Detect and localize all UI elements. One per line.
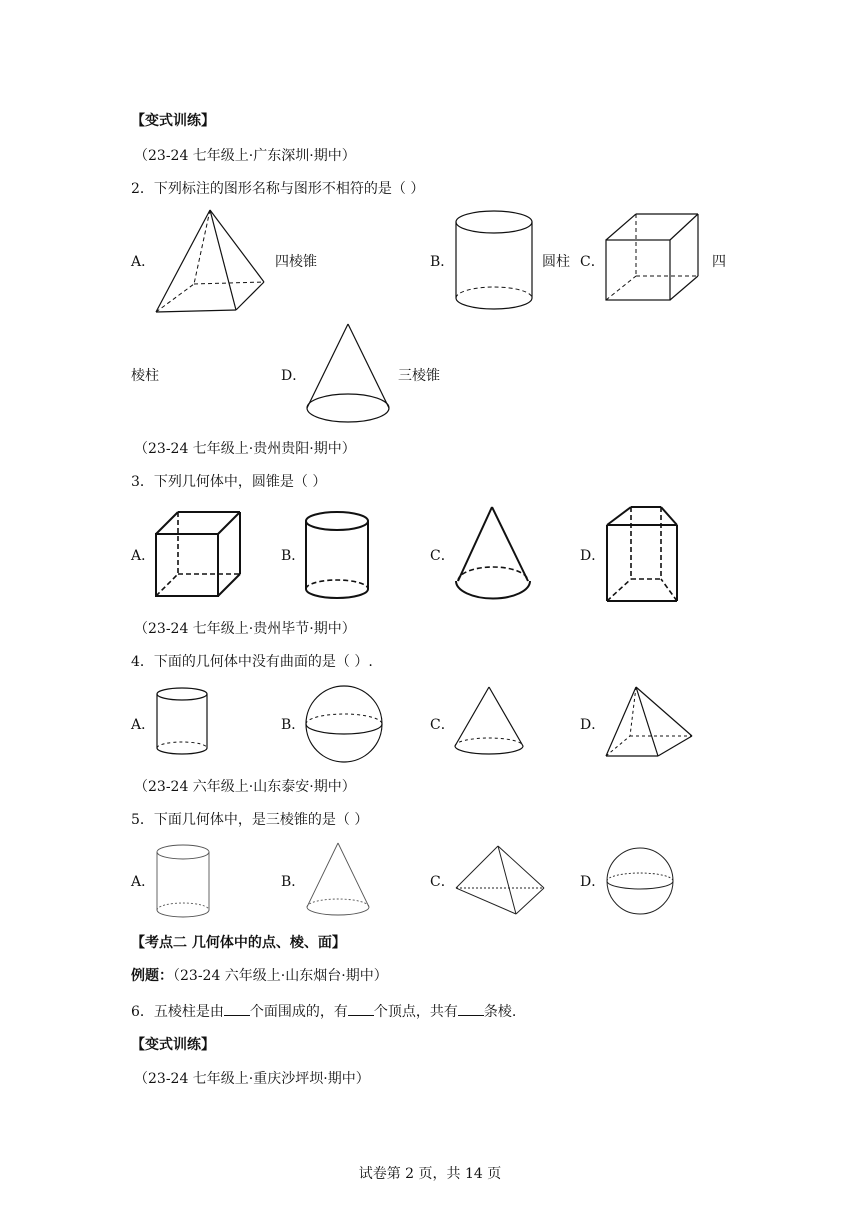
q2-cylinder-figure <box>452 208 536 314</box>
q6-part1: 6．五棱柱是由 <box>131 1004 224 1020</box>
q3-cone-figure <box>452 503 536 603</box>
q5-option-c-label: C． <box>430 874 455 890</box>
q4-option-d-label: D． <box>580 717 606 733</box>
q4-option-b-label: B． <box>281 717 306 733</box>
q2-option-c-name-part1: 四 <box>712 254 726 270</box>
q5-stem: 5．下面几何体中，是三棱锥的是（ ） <box>131 812 369 828</box>
q4-cone-figure <box>451 684 527 760</box>
q5-source: （23-24 六年级上·山东泰安·期中） <box>134 779 356 795</box>
section-heading-variant-training: 【变式训练】 <box>131 113 215 129</box>
q3-prism-figure <box>601 503 683 605</box>
q2-stem: 2．下列标注的图形名称与图形不相符的是（ ） <box>131 181 425 197</box>
q3-option-b-label: B． <box>281 548 306 564</box>
q5-triangular-pyramid-figure <box>452 842 548 918</box>
q6-part2: 个面围成的，有 <box>249 1004 348 1020</box>
page-footer: 试卷第 2 页，共 14 页 <box>358 1166 502 1182</box>
q2-option-c-label: C． <box>580 254 605 270</box>
q3-cylinder-figure <box>302 509 372 601</box>
example-label: 例题： <box>131 968 173 984</box>
example-source: （23-24 六年级上·山东烟台·期中） <box>173 968 388 984</box>
q5-option-b-label: B． <box>281 874 306 890</box>
q2-cube-figure <box>600 210 704 304</box>
q5-sphere-figure <box>602 846 678 916</box>
q6-blank-vertices[interactable] <box>348 1003 374 1016</box>
q6-part3: 个顶点，共有 <box>373 1004 458 1020</box>
q2-option-b-name: 圆柱 <box>542 254 570 270</box>
q4-cylinder-figure <box>153 686 211 758</box>
q3-source: （23-24 七年级上·贵州贵阳·期中） <box>134 441 356 457</box>
q6-part4: 条棱. <box>483 1004 517 1020</box>
q2-option-d-label: D． <box>281 368 307 384</box>
q4-source: （23-24 七年级上·贵州毕节·期中） <box>134 621 356 637</box>
q2-option-d-name: 三棱锥 <box>398 368 440 384</box>
q2-square-pyramid-figure <box>150 206 270 318</box>
q4-square-pyramid-figure <box>600 684 696 762</box>
q2-source: （23-24 七年级上·广东深圳·期中） <box>134 148 356 164</box>
q4-option-c-label: C． <box>430 717 455 733</box>
q2-option-b-label: B． <box>430 254 455 270</box>
q5-option-d-label: D． <box>580 874 606 890</box>
q3-option-a-label: A． <box>131 548 156 564</box>
q2-option-a-label: A． <box>131 254 156 270</box>
section-heading-point2: 【考点二 几何体中的点、棱、面】 <box>131 935 346 951</box>
q2-option-a-name: 四棱锥 <box>275 254 317 270</box>
q6-blank-faces[interactable] <box>224 1003 250 1016</box>
q3-option-c-label: C． <box>430 548 455 564</box>
q7-source: （23-24 七年级上·重庆沙坪坝·期中） <box>134 1071 370 1087</box>
example-line <box>131 969 388 983</box>
q4-option-a-label: A． <box>131 717 156 733</box>
q6-blank-edges[interactable] <box>458 1003 484 1016</box>
section-heading-variant-training-2: 【变式训练】 <box>131 1037 215 1053</box>
q3-option-d-label: D． <box>580 548 606 564</box>
q6-stem <box>131 1003 516 1019</box>
q3-cube-figure <box>152 508 244 600</box>
q3-stem: 3．下列几何体中，圆锥是（ ） <box>131 474 327 490</box>
q5-option-a-label: A． <box>131 874 156 890</box>
q2-cone-figure <box>303 322 393 428</box>
q5-cylinder-figure <box>153 842 213 922</box>
q4-sphere-figure <box>302 684 386 764</box>
q2-option-c-name-part2: 棱柱 <box>131 368 159 384</box>
q5-cone-figure <box>303 840 373 920</box>
q4-stem: 4．下面的几何体中没有曲面的是（ ）. <box>131 654 373 670</box>
